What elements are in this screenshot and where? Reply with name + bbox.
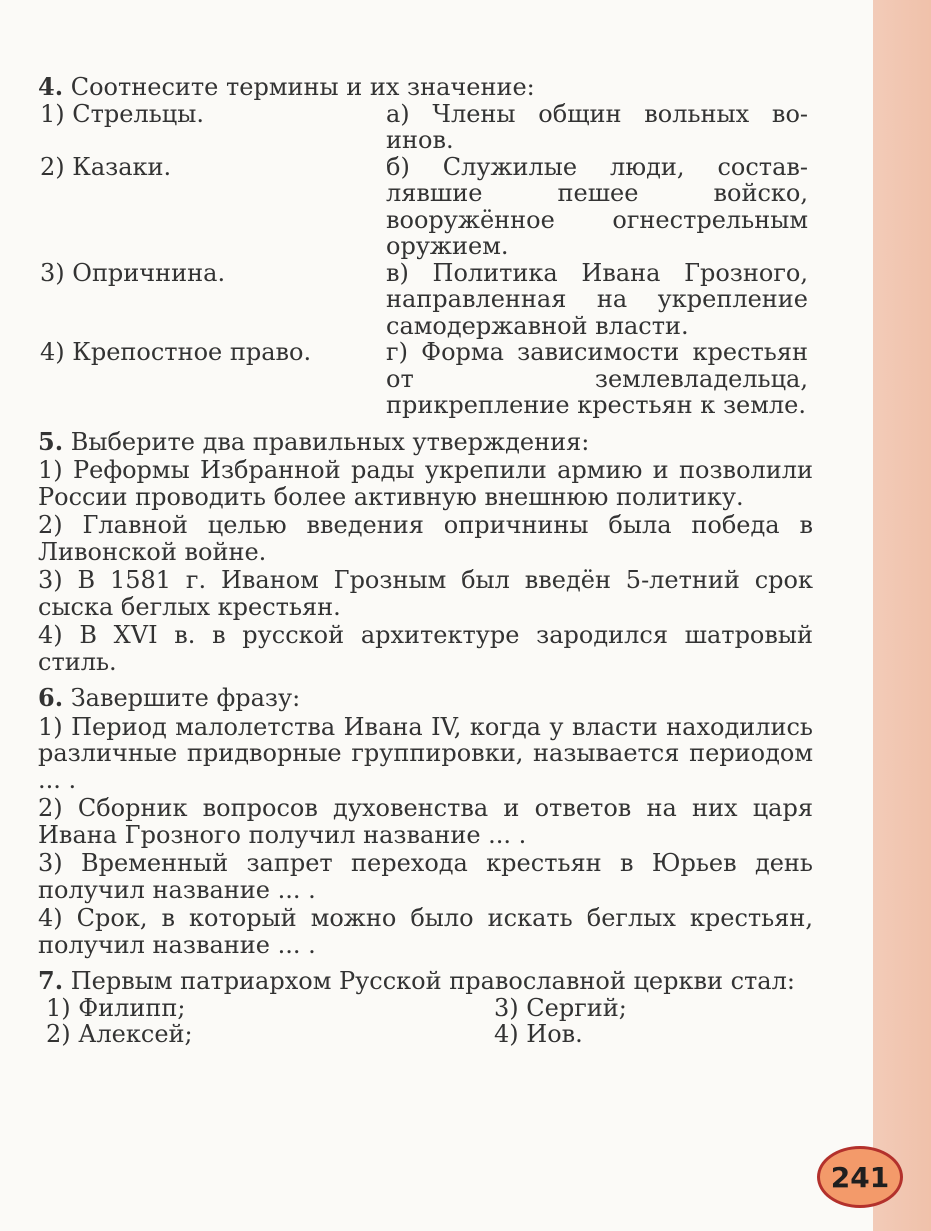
question-7-header: [38, 968, 813, 995]
question-7-prompt: Первым патриархом Русской православной церкви стал:: [70, 967, 795, 995]
term-2: 2) Казаки.: [40, 152, 172, 181]
definition-g: г) Форма зависимости крестьян от землевладельца, прикрепление крестьян к земле.: [386, 338, 808, 419]
question-4: [38, 74, 813, 419]
question-7: [38, 968, 813, 1048]
question-7-number: 7.: [38, 966, 64, 995]
term-1: 1) Стрельцы.: [40, 99, 204, 128]
question-4-header: [38, 74, 813, 101]
statement-2: 2) Главной целью введения опричнины была победа в Ливонской войне.: [38, 511, 813, 566]
answer-options: [38, 995, 813, 1048]
statement-4: 4) В XVI в. в русской архитектуре зародился шатровый стиль.: [38, 621, 813, 676]
option-2: 2) Алексей;: [46, 1020, 193, 1048]
question-6-prompt: Завершите фразу:: [70, 684, 301, 712]
page-content: [38, 74, 813, 1048]
phrase-4: 4) Срок, в который можно было искать беглых крестьян, получил название ... .: [38, 904, 813, 959]
question-6-header: [38, 685, 813, 712]
question-5: [38, 426, 813, 676]
phrase-3: 3) Временный запрет перехода крестьян в Юрьев день получил название ... .: [38, 849, 813, 904]
definition-v: в) Политика Ивана Грозного, направленная на укрепление самодержавной власти.: [386, 258, 808, 340]
definition-a: а) Члены общин вольных во-инов.: [386, 99, 808, 154]
phrase-1: 1) Период малолетства Ивана IV, когда у власти находились различные придворные группировки, называется периодом ... .: [38, 712, 813, 794]
term-3: 3) Опричнина.: [40, 258, 226, 287]
option-4: 4) Иов.: [494, 1020, 583, 1048]
statement-1: 1) Реформы Избранной рады укрепили армию и позволили России проводить более активную внешнюю политику.: [38, 456, 813, 511]
question-5-number: 5.: [38, 426, 64, 456]
question-6-number: 6.: [38, 683, 64, 712]
question-5-prompt: Выберите два правильных утверждения:: [70, 427, 590, 456]
option-1: 1) Филипп;: [46, 993, 186, 1022]
question-4-prompt: Соотнесите термины и их значение:: [70, 73, 535, 101]
page-edge-strip: [873, 0, 931, 1231]
option-3: 3) Сергий;: [494, 993, 627, 1022]
definition-b: б) Служилые люди, состав-лявшие пешее войско, вооружённое огнестрельным оружием.: [386, 152, 808, 260]
question-5-header: [38, 426, 813, 456]
question-4-number: 4.: [38, 72, 64, 101]
page-number-badge: 241: [817, 1146, 903, 1208]
question-6: [38, 685, 813, 958]
phrase-2: 2) Сборник вопросов духовенства и ответов на них царя Ивана Грозного получил название ... .: [38, 794, 813, 849]
statement-3: 3) В 1581 г. Иваном Грозным был введён 5-летний срок сыска беглых крестьян.: [38, 566, 813, 621]
matching-table: [38, 101, 813, 419]
term-4: 4) Крепостное право.: [40, 338, 312, 366]
